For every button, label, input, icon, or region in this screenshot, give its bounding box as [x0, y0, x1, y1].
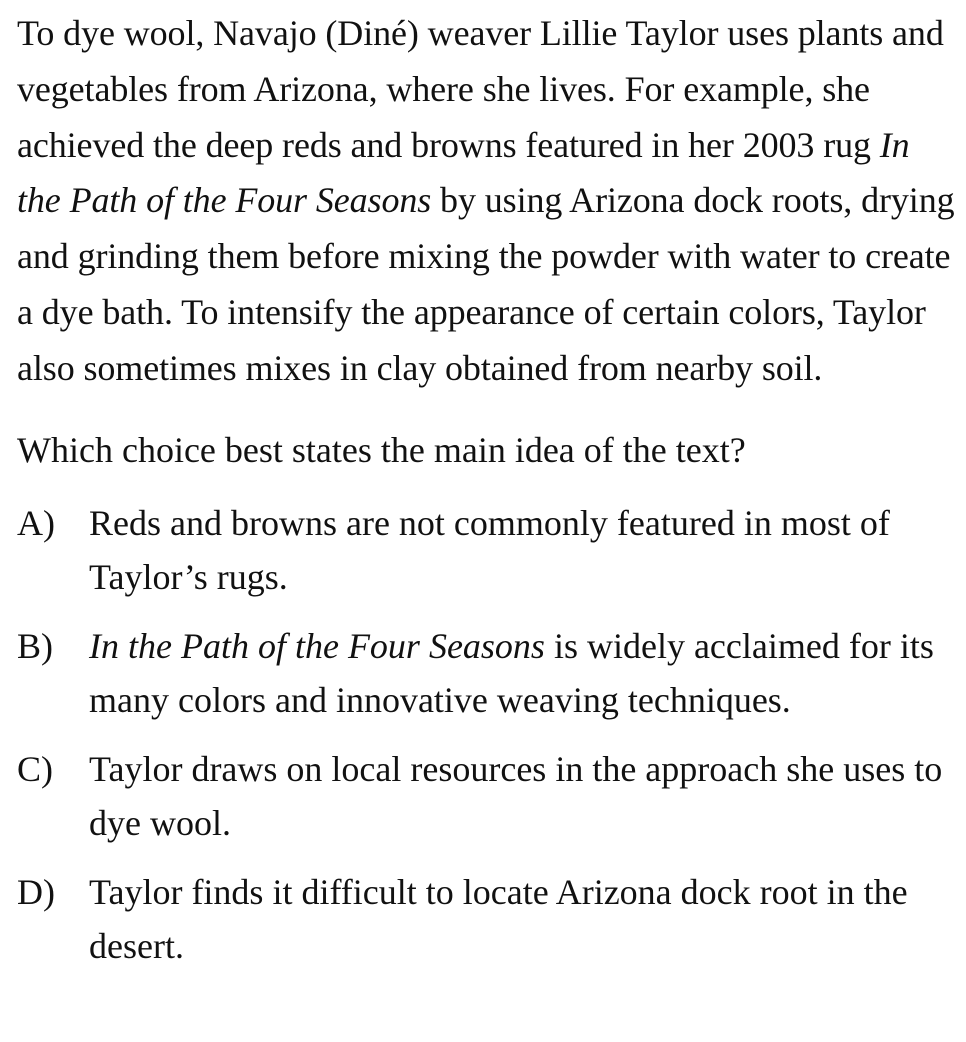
question-prompt: Which choice best states the main idea of the text? [17, 429, 746, 470]
passage-part-2: by using Arizona dock roots, drying and grinding them before mixing the powder with water to create a dye bath. To intensify the appearance of certain colors, Taylor also sometimes mixes in clay obtained from nearby soil. [17, 180, 955, 388]
choice-text: Taylor draws on local resources in the approach she uses to dye wool. [89, 748, 943, 844]
choice-b[interactable] [17, 619, 958, 728]
choice-letter: B) [17, 625, 53, 666]
choice-text [89, 619, 958, 728]
choice-letter: C) [17, 748, 53, 789]
passage-text [17, 6, 958, 397]
choice-a[interactable] [17, 496, 958, 605]
choice-c[interactable] [17, 742, 958, 851]
choice-text: Reds and browns are not commonly featured in most of Taylor’s rugs. [89, 502, 890, 598]
rug-title: In the Path of the Four Seasons [17, 124, 910, 221]
choice-letter: A) [17, 502, 55, 543]
answer-choices [17, 496, 958, 974]
choice-letter: D) [17, 871, 55, 912]
passage-part-1: To dye wool, Navajo (Diné) weaver Lillie Taylor uses plants and vegetables from Arizona, where she lives. For example, she achieved the deep reds and browns featured in her 2003 rug [17, 13, 944, 165]
choice-text-rest: is widely acclaimed for its many colors and innovative weaving techniques. [89, 625, 934, 721]
choice-d[interactable] [17, 865, 958, 974]
choice-text: Taylor finds it difficult to locate Arizona dock root in the desert. [89, 871, 908, 967]
choice-rug-title: In the Path of the Four Seasons [89, 625, 545, 666]
